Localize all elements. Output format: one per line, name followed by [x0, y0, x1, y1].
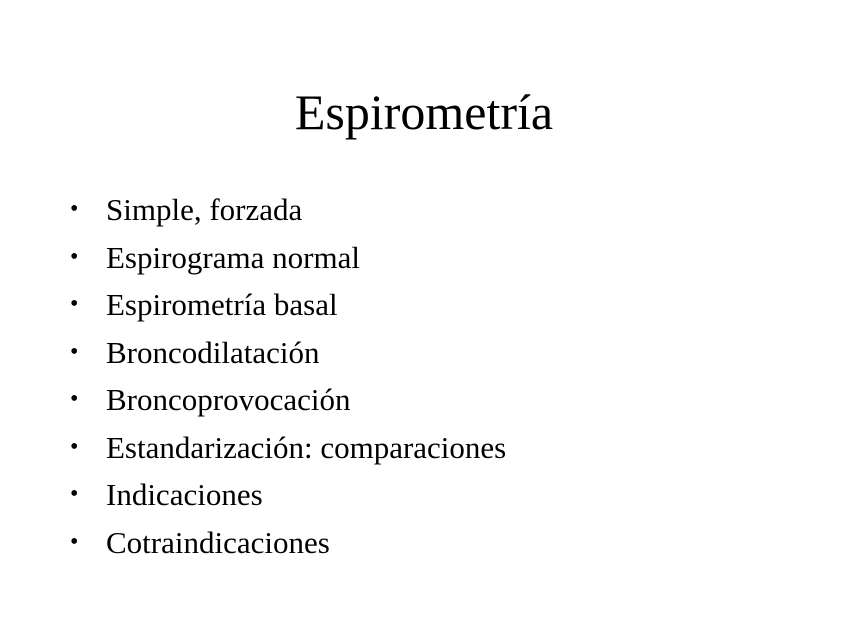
bullet-list — [68, 186, 506, 566]
list-item — [68, 424, 506, 472]
list-item — [68, 471, 506, 519]
bullet-icon: • — [70, 338, 79, 365]
bullet-icon: • — [70, 386, 79, 412]
list-item — [68, 329, 506, 377]
list-item — [68, 519, 506, 567]
bullet-icon: • — [70, 196, 79, 222]
list-item — [68, 234, 506, 282]
list-item-text: Estandarización: comparaciones — [106, 429, 507, 465]
list-item-text: Broncoprovocación — [106, 382, 351, 417]
bullet-icon: • — [70, 528, 79, 555]
list-item-text: Broncodilatación — [106, 334, 320, 370]
list-item-text: Cotraindicaciones — [106, 524, 330, 560]
bullet-icon: • — [70, 243, 79, 270]
list-item — [68, 376, 506, 424]
bullet-icon: • — [70, 481, 79, 507]
list-item — [68, 186, 506, 234]
slide-title: Espirometría — [294, 84, 554, 140]
list-item-text: Espirometría basal — [106, 287, 338, 322]
list-item-text: Simple, forzada — [106, 192, 303, 227]
list-item — [68, 281, 506, 329]
bullet-icon: • — [70, 433, 79, 460]
list-item-text: Espirograma normal — [106, 239, 360, 275]
bullet-icon: • — [70, 291, 79, 317]
list-item-text: Indicaciones — [106, 477, 263, 512]
